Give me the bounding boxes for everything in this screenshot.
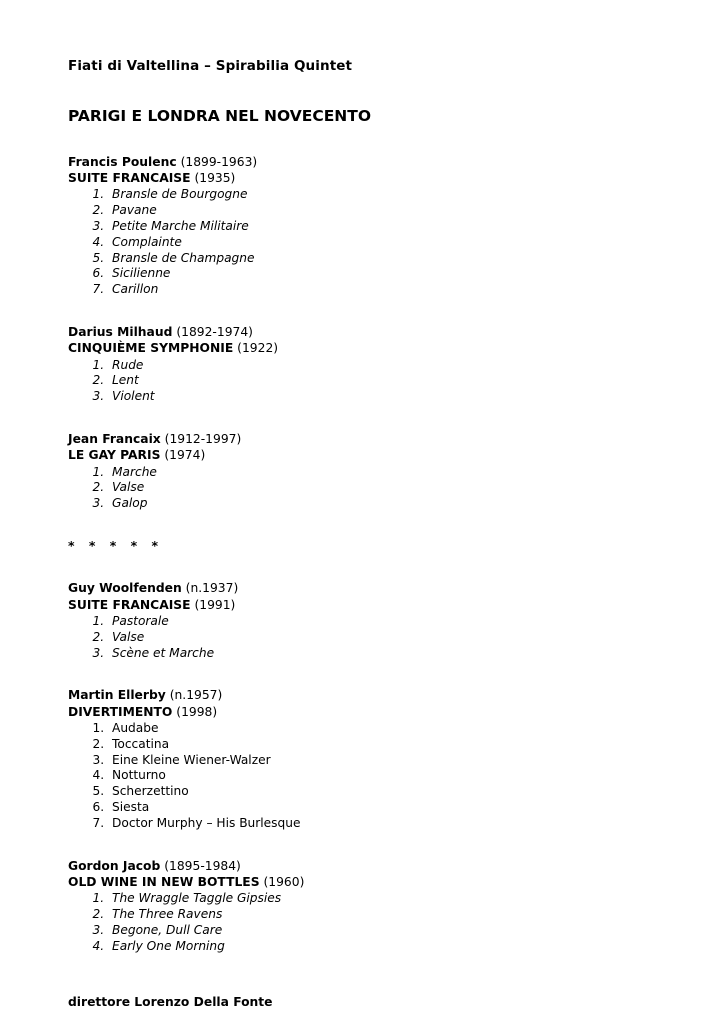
movement-item: 5. Scherzettino bbox=[108, 784, 656, 800]
movement-item: 2. Toccatina bbox=[108, 737, 656, 753]
movement-item: 6. Sicilienne bbox=[108, 266, 656, 282]
movement-item: 2. Valse bbox=[108, 480, 656, 496]
work-line bbox=[68, 340, 656, 356]
movement-item: 3. Begone, Dull Care bbox=[108, 923, 656, 939]
work-title: SUITE FRANCAISE bbox=[68, 597, 191, 612]
movement-list bbox=[68, 614, 656, 662]
movement-item: 4. Complainte bbox=[108, 235, 656, 251]
movement-list bbox=[68, 891, 656, 954]
movement-item: 2. Pavane bbox=[108, 203, 656, 219]
composer-name: Darius Milhaud bbox=[68, 325, 173, 340]
composer-line bbox=[68, 580, 656, 596]
movement-item: 1. Audabe bbox=[108, 721, 656, 737]
movement-list bbox=[68, 187, 656, 298]
movement-item: 4. Early One Morning bbox=[108, 939, 656, 955]
composer-dates: (n.1937) bbox=[185, 581, 239, 596]
movement-list bbox=[68, 358, 656, 406]
composer-name: Francis Poulenc bbox=[68, 154, 177, 169]
movement-item: 3. Violent bbox=[108, 389, 656, 405]
composer-dates: (1912-1997) bbox=[164, 432, 242, 447]
program-entry bbox=[68, 154, 656, 298]
work-year: (1974) bbox=[164, 448, 206, 463]
movement-item: 7. Carillon bbox=[108, 282, 656, 298]
composer-line bbox=[68, 687, 656, 703]
work-line bbox=[68, 597, 656, 613]
work-year: (1935) bbox=[194, 170, 236, 185]
composer-name: Guy Woolfenden bbox=[68, 581, 182, 596]
composer-dates: (1895-1984) bbox=[164, 858, 241, 873]
work-title: DIVERTIMENTO bbox=[68, 704, 173, 719]
movement-item: 3. Petite Marche Militaire bbox=[108, 219, 656, 235]
movement-item: 7. Doctor Murphy – His Burlesque bbox=[108, 816, 656, 832]
composer-dates: (n.1957) bbox=[169, 688, 223, 703]
movement-item: 2. Valse bbox=[108, 630, 656, 646]
movement-item: 3. Scène et Marche bbox=[108, 646, 656, 662]
work-line bbox=[68, 874, 656, 890]
program-entry bbox=[68, 324, 656, 405]
program-entry bbox=[68, 858, 656, 955]
composer-name: Gordon Jacob bbox=[68, 858, 161, 873]
movement-item: 2. The Three Ravens bbox=[108, 907, 656, 923]
program-entry bbox=[68, 687, 656, 831]
movement-item: 1. The Wraggle Taggle Gipsies bbox=[108, 891, 656, 907]
movement-item: 1. Bransle de Bourgogne bbox=[108, 187, 656, 203]
composer-line bbox=[68, 431, 656, 447]
movement-item: 2. Lent bbox=[108, 373, 656, 389]
work-line bbox=[68, 447, 656, 463]
work-title: CINQUIÈME SYMPHONIE bbox=[68, 341, 234, 356]
work-year: (1998) bbox=[176, 704, 218, 719]
program-entry bbox=[68, 580, 656, 661]
movement-item: 1. Pastorale bbox=[108, 614, 656, 630]
composer-dates: (1892-1974) bbox=[176, 325, 253, 340]
conductor-credit: direttore Lorenzo Della Fonte bbox=[68, 994, 273, 1009]
movement-list bbox=[68, 721, 656, 832]
movement-item: 6. Siesta bbox=[108, 800, 656, 816]
work-line bbox=[68, 704, 656, 720]
work-year: (1960) bbox=[263, 875, 305, 890]
composer-line bbox=[68, 154, 656, 170]
work-line bbox=[68, 170, 656, 186]
movement-item: 3. Eine Kleine Wiener-Walzer bbox=[108, 753, 656, 769]
work-title: OLD WINE IN NEW BOTTLES bbox=[68, 875, 260, 890]
work-year: (1922) bbox=[237, 341, 279, 356]
program-entry bbox=[68, 431, 656, 512]
work-year: (1991) bbox=[194, 597, 236, 612]
movement-list bbox=[68, 465, 656, 513]
program-title: PARIGI E LONDRA NEL NOVECENTO bbox=[68, 106, 372, 125]
section-separator: * * * * * bbox=[68, 538, 164, 554]
movement-item: 5. Bransle de Champagne bbox=[108, 251, 656, 267]
composer-name: Jean Francaix bbox=[68, 432, 161, 447]
composer-line bbox=[68, 858, 656, 874]
movement-item: 3. Galop bbox=[108, 496, 656, 512]
work-title: SUITE FRANCAISE bbox=[68, 170, 191, 185]
movement-item: 1. Marche bbox=[108, 465, 656, 481]
ensemble-title: Fiati di Valtellina – Spirabilia Quintet bbox=[68, 58, 353, 74]
composer-name: Martin Ellerby bbox=[68, 688, 166, 703]
composer-dates: (1899-1963) bbox=[180, 154, 258, 169]
movement-item: 1. Rude bbox=[108, 358, 656, 374]
work-title: LE GAY PARIS bbox=[68, 448, 161, 463]
movement-item: 4. Notturno bbox=[108, 768, 656, 784]
composer-line bbox=[68, 324, 656, 340]
